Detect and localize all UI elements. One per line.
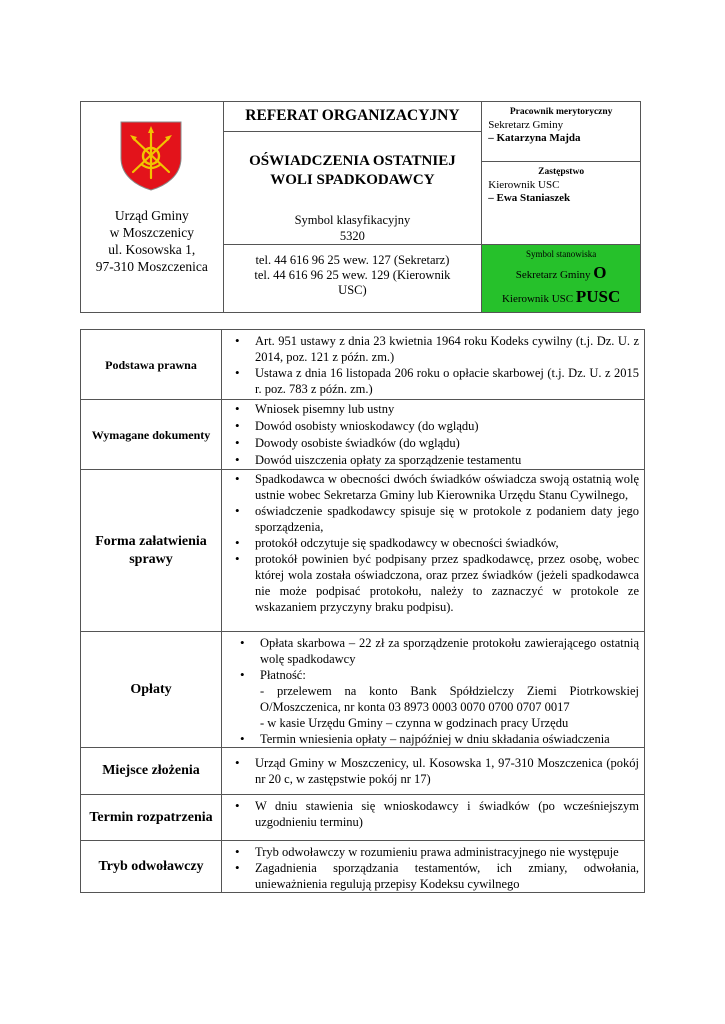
- payment-transfer: - przelewem na konto Bank Spółdzielczy Ziemi Piotrkowskiej O/Moszczenica, nr konta 03 8973 0003 0070 0700 0707 0017: [260, 684, 639, 714]
- table-row: [81, 632, 645, 748]
- phone-cell: [223, 245, 482, 313]
- table-row: [81, 795, 645, 841]
- table-row: [81, 470, 645, 632]
- office-cell: [81, 102, 224, 313]
- office-line: Urząd Gminy: [114, 208, 189, 223]
- symbol-label: Symbol klasyfikacyjny: [294, 213, 411, 227]
- symbol-value: 5320: [339, 229, 365, 243]
- worker-block: [482, 102, 640, 161]
- row-content: [222, 632, 645, 748]
- office-line: ul. Kosowska 1,: [108, 242, 196, 257]
- list-item: • Zagadnienia sporządzania testamentów, ich zmiany, odwołania, unieważnienia regulują przepisy Kodeksu cywilnego: [222, 860, 639, 892]
- procedure-table: [80, 329, 645, 893]
- list-item: • Termin wniesienia opłaty – najpóźniej w dniu składania oświadczenia: [222, 731, 639, 747]
- row-label: Tryb odwoławczy: [81, 841, 222, 893]
- table-row: [81, 841, 645, 893]
- row-label: Miejsce złożenia: [81, 748, 222, 795]
- list-item: • W dniu stawienia się wnioskodawcy i świadków (po wcześniejszym uzgodnieniu terminu): [222, 798, 639, 830]
- phone-line: USC): [338, 283, 367, 297]
- row-content: [222, 795, 645, 841]
- coat-of-arms-icon: [119, 120, 183, 192]
- payment-heading: • Płatność:: [260, 668, 306, 682]
- list-item: • Opłata skarbowa – 22 zł za sporządzenie protokołu zawierającego ostatnią wolę spadkodawcy: [222, 635, 639, 667]
- table-row: [81, 400, 645, 470]
- position-code: O: [593, 263, 607, 282]
- table-row: [81, 748, 645, 795]
- worker-role: Sekretarz Gminy: [488, 119, 564, 131]
- office-line: w Moszczenicy: [109, 225, 194, 240]
- document-title: [224, 152, 482, 190]
- list-item: • Tryb odwoławczy w rozumieniu prawa administracyjnego nie występuje: [222, 844, 639, 860]
- document-title-line: OŚWIADCZENIA OSTATNIEJ: [249, 153, 456, 169]
- title-cell: [223, 102, 482, 245]
- list-item: • protokół odczytuje się spadkodawcy w obecności świadków,: [222, 535, 639, 551]
- row-label: Forma załatwienia sprawy: [81, 470, 222, 632]
- list-item: • Urząd Gminy w Moszczenicy, ul. Kosowska 1, 97-310 Moszczenica (pokój nr 20 c, w zastępstwie pokój nr 17): [222, 755, 639, 787]
- row-content: [222, 841, 645, 893]
- list-item: • Dowody osobiste świadków (do wglądu): [222, 435, 639, 451]
- list-item: • oświadczenie spadkodawcy spisuje się w protokole z podaniem daty jego sporządzenia,: [222, 503, 639, 535]
- department-title: REFERAT ORGANIZACYJNY: [224, 107, 482, 132]
- position-line: [482, 287, 640, 307]
- list-item: • Spadkodawca w obecności dwóch świadków oświadcza swoją ostatnią wolę ustnie wobec Sekretarza Gminy lub Kierownika Urzędu Stanu Cywilnego,: [222, 471, 639, 503]
- position-symbol-cell: [482, 245, 641, 313]
- payment-cash: - w kasie Urzędu Gminy – czynna w godzinach pracy Urzędu: [260, 716, 569, 730]
- phone-line: tel. 44 616 96 25 wew. 127 (Sekretarz): [255, 253, 450, 267]
- office-address: [81, 207, 223, 275]
- list-item: • Dowód osobisty wnioskodawcy (do wglądu): [222, 418, 639, 434]
- row-content: [222, 470, 645, 632]
- position-code: PUSC: [575, 287, 621, 306]
- list-item: [222, 667, 639, 731]
- row-label: Opłaty: [81, 632, 222, 748]
- list-item: • Dowód uiszczenia opłaty za sporządzenie testamentu: [222, 452, 639, 468]
- worker-name: – Katarzyna Majda: [488, 132, 581, 144]
- table-row: [81, 330, 645, 400]
- classification-symbol: [224, 212, 482, 244]
- staff-cell: [482, 102, 641, 245]
- deputy-name: – Ewa Staniaszek: [488, 192, 571, 204]
- row-label: Podstawa prawna: [81, 330, 222, 400]
- document-title-line: WOLI SPADKODAWCY: [270, 172, 435, 188]
- deputy-heading: Zastępstwo: [538, 167, 585, 177]
- list-item: • Art. 951 ustawy z dnia 23 kwietnia 1964 roku Kodeks cywilny (t.j. Dz. U. z 2014, poz. 121 z późn. zm.): [222, 333, 639, 365]
- position-label: Sekretarz Gminy: [515, 269, 591, 281]
- list-item: • protokół powinien być podpisany przez spadkodawcę, przez osobę, wobec której wola została oświadczona, oraz przez świadków (jeżeli spadkodawca nie może podpisać protokołu, należy to zaznaczyć w protokole ze wskazaniem przyczyny braku podpisu).: [222, 551, 639, 615]
- deputy-block: [482, 161, 640, 209]
- position-heading: Symbol stanowiska: [525, 249, 597, 259]
- row-content: [222, 330, 645, 400]
- position-label: Kierownik USC: [501, 293, 574, 305]
- position-line: [482, 263, 640, 283]
- row-label: Termin rozpatrzenia: [81, 795, 222, 841]
- office-line: 97-310 Moszczenica: [95, 259, 208, 274]
- row-label: Wymagane dokumenty: [81, 400, 222, 470]
- list-item: • Wniosek pisemny lub ustny: [222, 401, 639, 417]
- header-table: [80, 101, 641, 313]
- phone-line: tel. 44 616 96 25 wew. 129 (Kierownik: [254, 268, 451, 282]
- row-content: [222, 400, 645, 470]
- list-item: • Ustawa z dnia 16 listopada 206 roku o opłacie skarbowej (t.j. Dz. U. z 2015 r. poz. 783 z późn. zm.): [222, 365, 639, 397]
- deputy-role: Kierownik USC: [488, 179, 560, 191]
- worker-heading: Pracownik merytoryczny: [509, 107, 613, 117]
- row-content: [222, 748, 645, 795]
